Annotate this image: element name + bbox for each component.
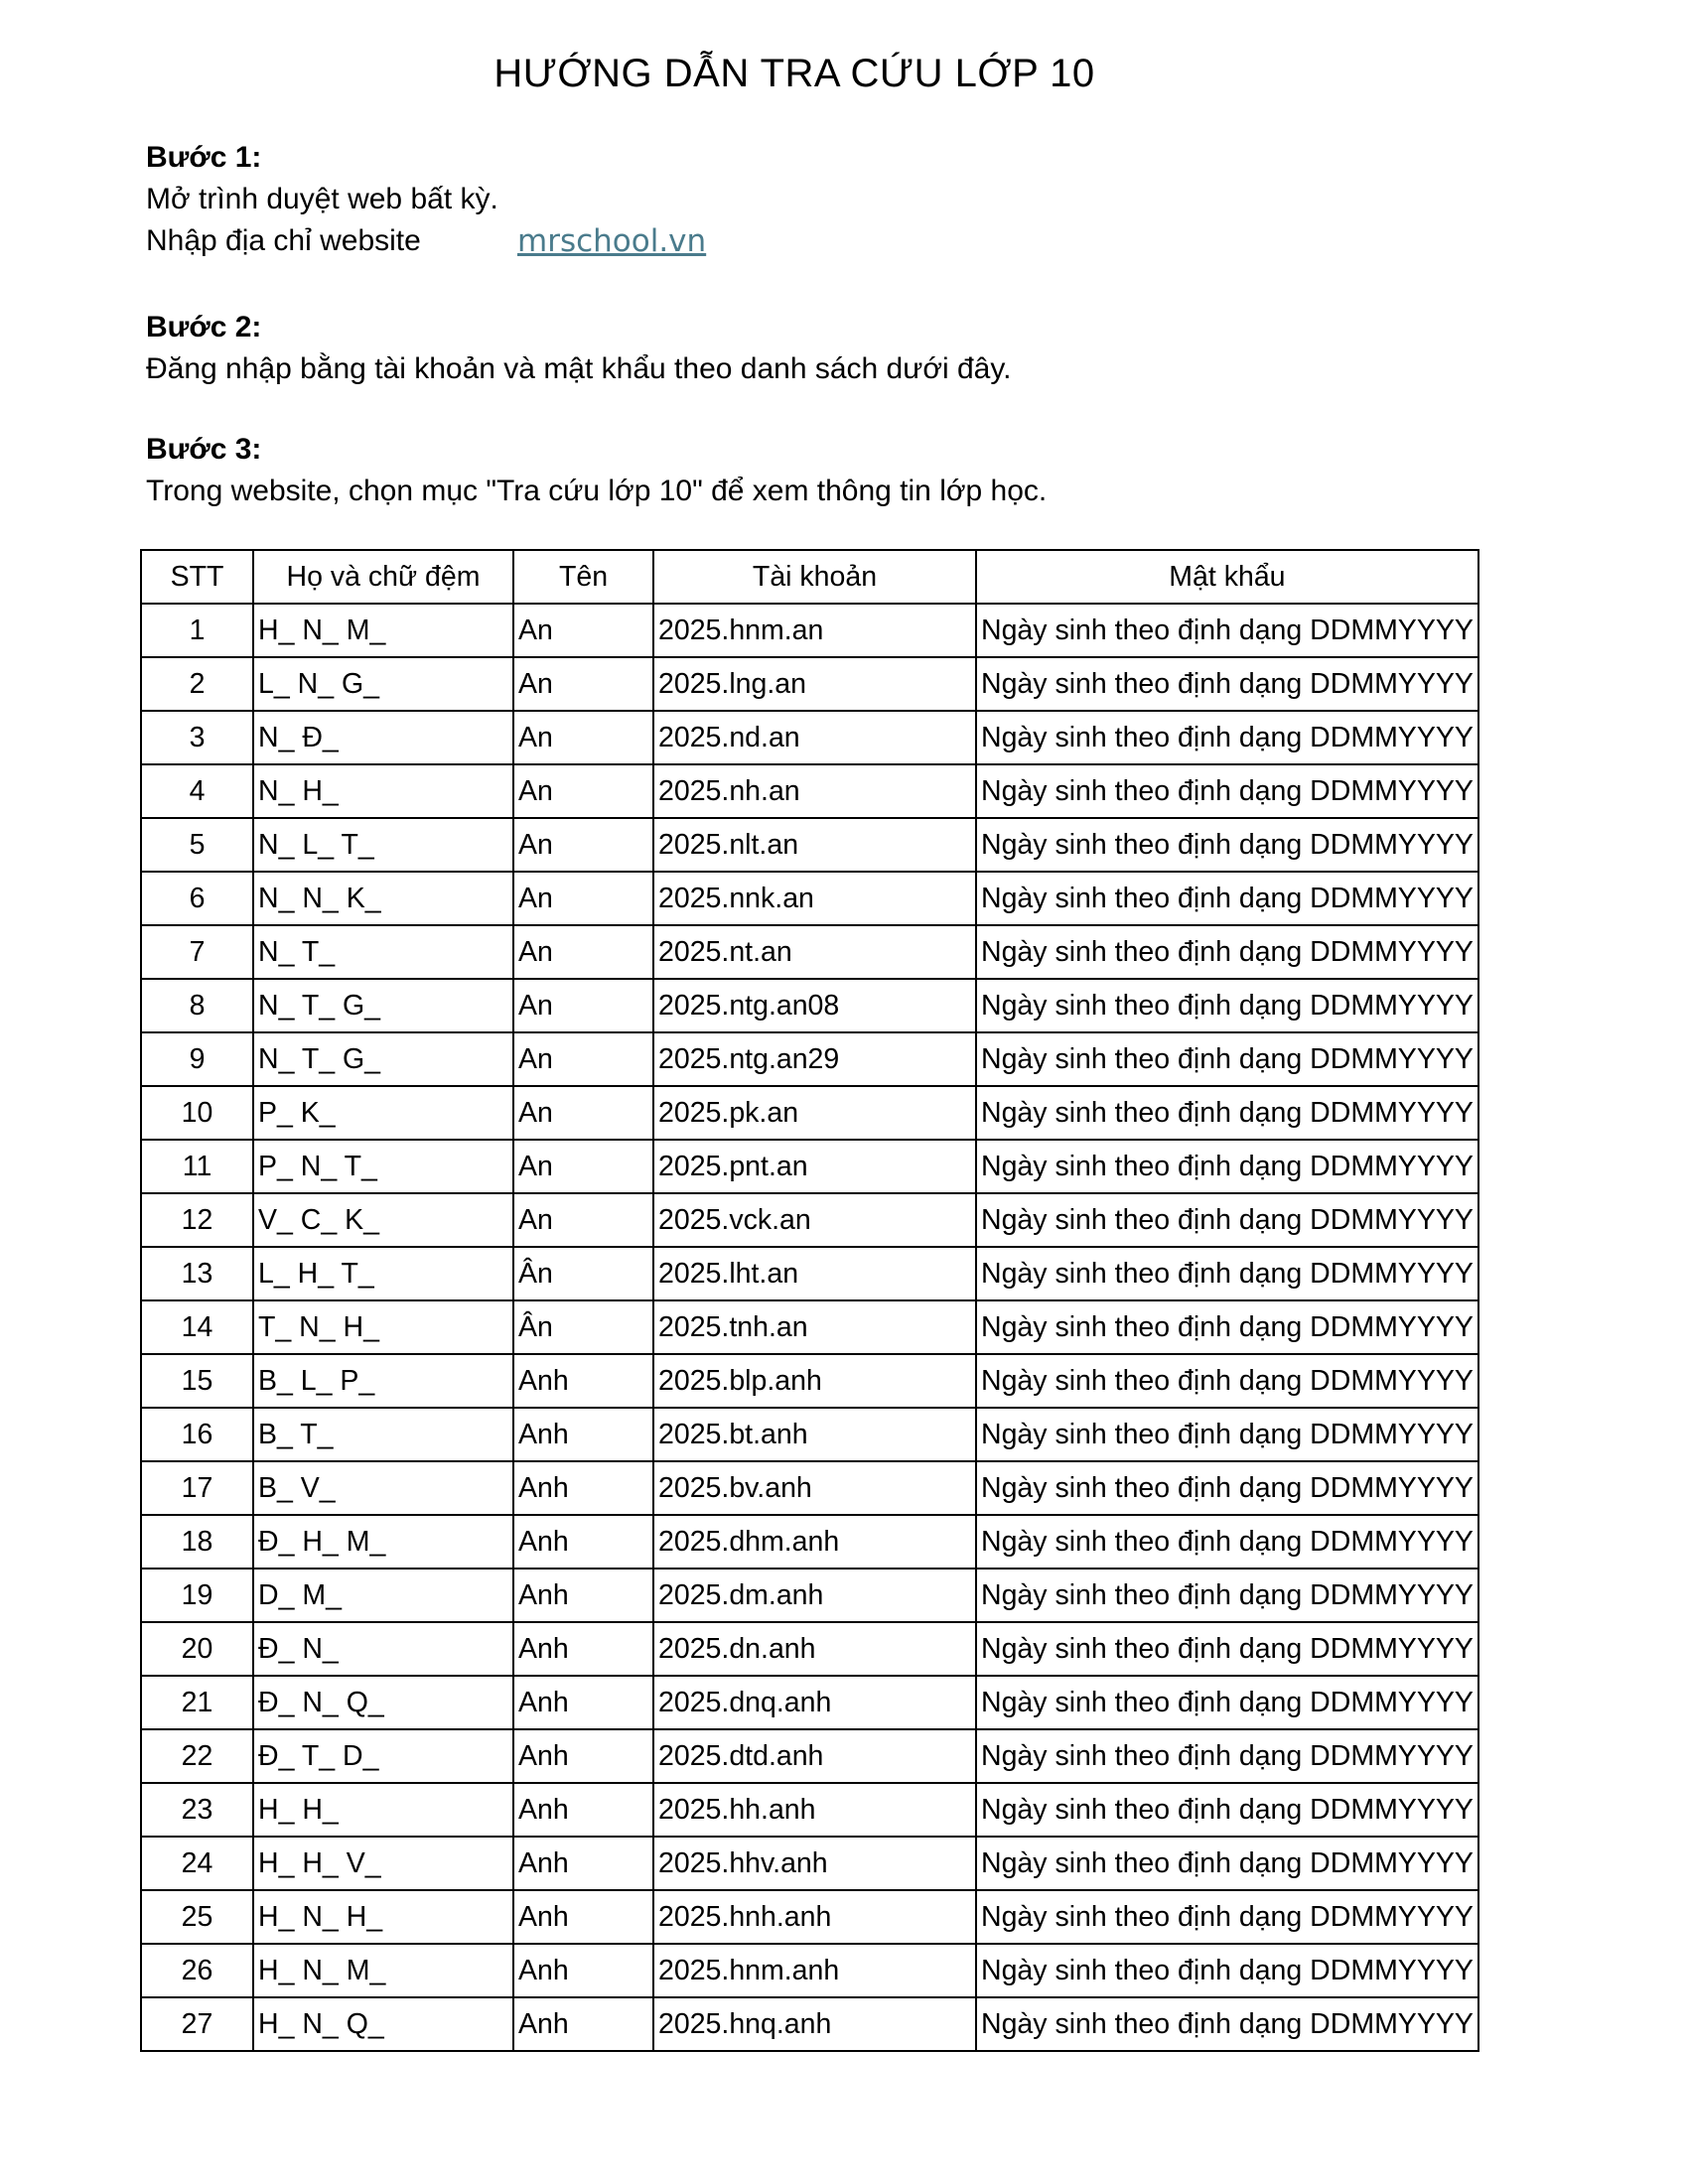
cell-ten: Ân — [513, 1247, 653, 1300]
table-row — [141, 1140, 1478, 1193]
cell-ten: Anh — [513, 1622, 653, 1676]
cell-stt: 17 — [141, 1461, 253, 1515]
table-row — [141, 872, 1478, 925]
cell-ten: Anh — [513, 1890, 653, 1944]
cell-mat-khau: Ngày sinh theo định dạng DDMMYYYY — [976, 1622, 1478, 1676]
table-row — [141, 1300, 1478, 1354]
cell-mat-khau: Ngày sinh theo định dạng DDMMYYYY — [976, 1890, 1478, 1944]
cell-mat-khau: Ngày sinh theo định dạng DDMMYYYY — [976, 1729, 1478, 1783]
cell-ho-va-chu-dem: H_ N_ H_ — [253, 1890, 513, 1944]
cell-mat-khau: Ngày sinh theo định dạng DDMMYYYY — [976, 872, 1478, 925]
table-row — [141, 1515, 1478, 1569]
step-1 — [146, 137, 1139, 262]
cell-ten: Anh — [513, 1354, 653, 1408]
cell-ho-va-chu-dem: N_ T_ G_ — [253, 979, 513, 1032]
cell-ten: An — [513, 872, 653, 925]
cell-ten: Anh — [513, 1944, 653, 1997]
cell-mat-khau: Ngày sinh theo định dạng DDMMYYYY — [976, 818, 1478, 872]
header-tai-khoan: Tài khoản — [653, 550, 976, 604]
table-header-row — [141, 550, 1478, 604]
cell-mat-khau: Ngày sinh theo định dạng DDMMYYYY — [976, 1193, 1478, 1247]
cell-ho-va-chu-dem: N_ Đ_ — [253, 711, 513, 764]
cell-stt: 25 — [141, 1890, 253, 1944]
cell-mat-khau: Ngày sinh theo định dạng DDMMYYYY — [976, 1354, 1478, 1408]
table-row — [141, 1783, 1478, 1837]
cell-stt: 13 — [141, 1247, 253, 1300]
cell-mat-khau: Ngày sinh theo định dạng DDMMYYYY — [976, 925, 1478, 979]
cell-ten: An — [513, 979, 653, 1032]
table-row — [141, 1032, 1478, 1086]
cell-tai-khoan: 2025.hnm.anh — [653, 1944, 976, 1997]
table-row — [141, 1890, 1478, 1944]
table-row — [141, 1622, 1478, 1676]
cell-ten: An — [513, 925, 653, 979]
cell-mat-khau: Ngày sinh theo định dạng DDMMYYYY — [976, 1300, 1478, 1354]
table-row — [141, 1408, 1478, 1461]
cell-stt: 22 — [141, 1729, 253, 1783]
cell-stt: 2 — [141, 657, 253, 711]
cell-ten: Anh — [513, 1783, 653, 1837]
table-row — [141, 979, 1478, 1032]
cell-ho-va-chu-dem: H_ H_ — [253, 1783, 513, 1837]
cell-ten: Ân — [513, 1300, 653, 1354]
cell-ho-va-chu-dem: H_ H_ V_ — [253, 1837, 513, 1890]
table-row — [141, 1729, 1478, 1783]
cell-tai-khoan: 2025.hnm.an — [653, 604, 976, 657]
website-link[interactable]: mrschool.vn — [517, 223, 707, 259]
table-row — [141, 818, 1478, 872]
cell-tai-khoan: 2025.hh.anh — [653, 1783, 976, 1837]
cell-ho-va-chu-dem: N_ L_ T_ — [253, 818, 513, 872]
cell-mat-khau: Ngày sinh theo định dạng DDMMYYYY — [976, 711, 1478, 764]
cell-stt: 16 — [141, 1408, 253, 1461]
cell-tai-khoan: 2025.dnq.anh — [653, 1676, 976, 1729]
cell-stt: 15 — [141, 1354, 253, 1408]
cell-tai-khoan: 2025.pk.an — [653, 1086, 976, 1140]
table-row — [141, 657, 1478, 711]
cell-ho-va-chu-dem: N_ T_ — [253, 925, 513, 979]
cell-tai-khoan: 2025.bt.anh — [653, 1408, 976, 1461]
table-row — [141, 1086, 1478, 1140]
cell-stt: 14 — [141, 1300, 253, 1354]
cell-ho-va-chu-dem: Đ_ N_ Q_ — [253, 1676, 513, 1729]
cell-ten: An — [513, 818, 653, 872]
page-title: HƯỚNG DẪN TRA CỨU LỚP 10 — [493, 52, 1095, 95]
cell-tai-khoan: 2025.hhv.anh — [653, 1837, 976, 1890]
cell-ten: Anh — [513, 1515, 653, 1569]
cell-tai-khoan: 2025.dm.anh — [653, 1569, 976, 1622]
cell-tai-khoan: 2025.hnh.anh — [653, 1890, 976, 1944]
cell-tai-khoan: 2025.lng.an — [653, 657, 976, 711]
cell-stt: 12 — [141, 1193, 253, 1247]
cell-mat-khau: Ngày sinh theo định dạng DDMMYYYY — [976, 1408, 1478, 1461]
table-row — [141, 1461, 1478, 1515]
cell-tai-khoan: 2025.ntg.an08 — [653, 979, 976, 1032]
cell-mat-khau: Ngày sinh theo định dạng DDMMYYYY — [976, 1837, 1478, 1890]
cell-tai-khoan: 2025.dtd.anh — [653, 1729, 976, 1783]
cell-tai-khoan: 2025.nt.an — [653, 925, 976, 979]
cell-stt: 24 — [141, 1837, 253, 1890]
cell-ho-va-chu-dem: H_ N_ M_ — [253, 1944, 513, 1997]
cell-mat-khau: Ngày sinh theo định dạng DDMMYYYY — [976, 1997, 1478, 2051]
cell-mat-khau: Ngày sinh theo định dạng DDMMYYYY — [976, 1944, 1478, 1997]
table-row — [141, 711, 1478, 764]
step-1-line-1: Mở trình duyệt web bất kỳ. — [146, 183, 498, 215]
cell-tai-khoan: 2025.tnh.an — [653, 1300, 976, 1354]
cell-stt: 20 — [141, 1622, 253, 1676]
cell-ho-va-chu-dem: V_ C_ K_ — [253, 1193, 513, 1247]
cell-tai-khoan: 2025.nh.an — [653, 764, 976, 818]
cell-stt: 23 — [141, 1783, 253, 1837]
cell-mat-khau: Ngày sinh theo định dạng DDMMYYYY — [976, 1086, 1478, 1140]
cell-mat-khau: Ngày sinh theo định dạng DDMMYYYY — [976, 1676, 1478, 1729]
cell-ten: Anh — [513, 1837, 653, 1890]
cell-mat-khau: Ngày sinh theo định dạng DDMMYYYY — [976, 764, 1478, 818]
cell-ten: An — [513, 1032, 653, 1086]
header-ho-va-chu-dem: Họ và chữ đệm — [253, 550, 513, 604]
cell-stt: 21 — [141, 1676, 253, 1729]
cell-tai-khoan: 2025.dhm.anh — [653, 1515, 976, 1569]
cell-ten: An — [513, 1086, 653, 1140]
cell-ten: Anh — [513, 1997, 653, 2051]
cell-stt: 8 — [141, 979, 253, 1032]
cell-stt: 3 — [141, 711, 253, 764]
table-row — [141, 1354, 1478, 1408]
cell-stt: 26 — [141, 1944, 253, 1997]
step-1-line-2-row — [146, 220, 1139, 262]
cell-ho-va-chu-dem: T_ N_ H_ — [253, 1300, 513, 1354]
cell-ten: An — [513, 711, 653, 764]
cell-ho-va-chu-dem: N_ T_ G_ — [253, 1032, 513, 1086]
cell-ho-va-chu-dem: Đ_ H_ M_ — [253, 1515, 513, 1569]
cell-ten: Anh — [513, 1729, 653, 1783]
step-3 — [146, 429, 1047, 512]
header-stt: STT — [141, 550, 253, 604]
step-2-heading: Bước 2: — [146, 311, 262, 343]
cell-stt: 1 — [141, 604, 253, 657]
cell-tai-khoan: 2025.hnq.anh — [653, 1997, 976, 2051]
cell-tai-khoan: 2025.lht.an — [653, 1247, 976, 1300]
cell-tai-khoan: 2025.dn.anh — [653, 1622, 976, 1676]
cell-ten: Anh — [513, 1408, 653, 1461]
cell-ho-va-chu-dem: P_ K_ — [253, 1086, 513, 1140]
cell-mat-khau: Ngày sinh theo định dạng DDMMYYYY — [976, 1461, 1478, 1515]
cell-mat-khau: Ngày sinh theo định dạng DDMMYYYY — [976, 979, 1478, 1032]
table-row — [141, 925, 1478, 979]
cell-ho-va-chu-dem: P_ N_ T_ — [253, 1140, 513, 1193]
step-1-heading: Bước 1: — [146, 141, 262, 174]
cell-stt: 11 — [141, 1140, 253, 1193]
cell-ho-va-chu-dem: B_ L_ P_ — [253, 1354, 513, 1408]
account-table — [140, 549, 1479, 2052]
cell-mat-khau: Ngày sinh theo định dạng DDMMYYYY — [976, 604, 1478, 657]
table-body — [141, 604, 1478, 2051]
cell-stt: 5 — [141, 818, 253, 872]
cell-ten: Anh — [513, 1461, 653, 1515]
step-2-line-1: Đăng nhập bằng tài khoản và mật khẩu theo danh sách dưới đây. — [146, 352, 1012, 385]
cell-tai-khoan: 2025.bv.anh — [653, 1461, 976, 1515]
cell-tai-khoan: 2025.nlt.an — [653, 818, 976, 872]
cell-ten: Anh — [513, 1676, 653, 1729]
cell-mat-khau: Ngày sinh theo định dạng DDMMYYYY — [976, 657, 1478, 711]
header-ten: Tên — [513, 550, 653, 604]
table-row — [141, 1569, 1478, 1622]
step-3-line-1: Trong website, chọn mục "Tra cứu lớp 10" để xem thông tin lớp học. — [146, 475, 1048, 507]
table-row — [141, 764, 1478, 818]
cell-ho-va-chu-dem: Đ_ T_ D_ — [253, 1729, 513, 1783]
cell-mat-khau: Ngày sinh theo định dạng DDMMYYYY — [976, 1032, 1478, 1086]
cell-ten: An — [513, 604, 653, 657]
cell-stt: 7 — [141, 925, 253, 979]
cell-tai-khoan: 2025.vck.an — [653, 1193, 976, 1247]
cell-stt: 18 — [141, 1515, 253, 1569]
cell-stt: 9 — [141, 1032, 253, 1086]
cell-ho-va-chu-dem: L_ H_ T_ — [253, 1247, 513, 1300]
table-row — [141, 1676, 1478, 1729]
cell-ho-va-chu-dem: N_ N_ K_ — [253, 872, 513, 925]
cell-tai-khoan: 2025.nd.an — [653, 711, 976, 764]
table-row — [141, 1247, 1478, 1300]
cell-stt: 19 — [141, 1569, 253, 1622]
header-mat-khau: Mật khẩu — [976, 550, 1478, 604]
cell-ten: An — [513, 764, 653, 818]
cell-tai-khoan: 2025.nnk.an — [653, 872, 976, 925]
cell-stt: 4 — [141, 764, 253, 818]
table-row — [141, 1997, 1478, 2051]
cell-ten: An — [513, 1193, 653, 1247]
step-1-line-2: Nhập địa chỉ website — [146, 224, 421, 257]
cell-mat-khau: Ngày sinh theo định dạng DDMMYYYY — [976, 1247, 1478, 1300]
cell-ten: An — [513, 657, 653, 711]
cell-ho-va-chu-dem: L_ N_ G_ — [253, 657, 513, 711]
cell-mat-khau: Ngày sinh theo định dạng DDMMYYYY — [976, 1140, 1478, 1193]
cell-mat-khau: Ngày sinh theo định dạng DDMMYYYY — [976, 1783, 1478, 1837]
step-3-heading: Bước 3: — [146, 433, 262, 466]
cell-ho-va-chu-dem: Đ_ N_ — [253, 1622, 513, 1676]
cell-tai-khoan: 2025.pnt.an — [653, 1140, 976, 1193]
cell-mat-khau: Ngày sinh theo định dạng DDMMYYYY — [976, 1515, 1478, 1569]
cell-tai-khoan: 2025.ntg.an29 — [653, 1032, 976, 1086]
cell-ho-va-chu-dem: B_ V_ — [253, 1461, 513, 1515]
table-row — [141, 1193, 1478, 1247]
cell-ten: An — [513, 1140, 653, 1193]
cell-ho-va-chu-dem: B_ T_ — [253, 1408, 513, 1461]
cell-ho-va-chu-dem: N_ H_ — [253, 764, 513, 818]
cell-ten: Anh — [513, 1569, 653, 1622]
cell-stt: 6 — [141, 872, 253, 925]
table-row — [141, 604, 1478, 657]
cell-stt: 10 — [141, 1086, 253, 1140]
step-2 — [146, 307, 1011, 390]
cell-tai-khoan: 2025.blp.anh — [653, 1354, 976, 1408]
table-row — [141, 1837, 1478, 1890]
cell-ho-va-chu-dem: D_ M_ — [253, 1569, 513, 1622]
table-row — [141, 1944, 1478, 1997]
cell-ho-va-chu-dem: H_ N_ M_ — [253, 604, 513, 657]
cell-mat-khau: Ngày sinh theo định dạng DDMMYYYY — [976, 1569, 1478, 1622]
cell-ho-va-chu-dem: H_ N_ Q_ — [253, 1997, 513, 2051]
cell-stt: 27 — [141, 1997, 253, 2051]
